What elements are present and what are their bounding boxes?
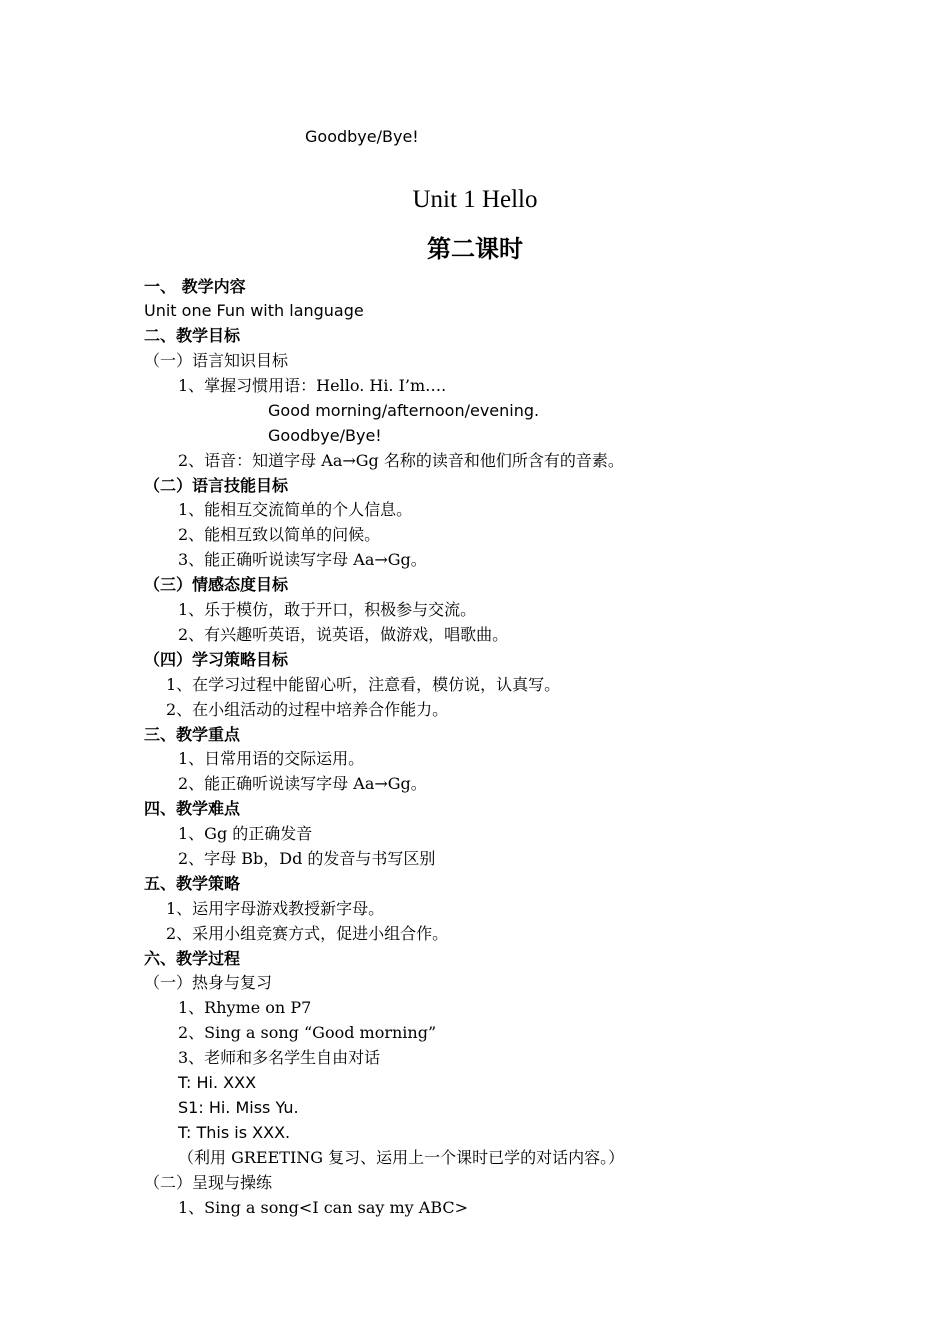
- list-item: 3、老师和多名学生自由对话: [178, 1048, 381, 1067]
- list-item: 2、采用小组竞赛方式，促进小组合作。: [166, 924, 449, 943]
- section-heading: 二、教学目标: [144, 326, 241, 345]
- section-heading: 三、教学重点: [144, 725, 241, 744]
- list-item: 1、在学习过程中能留心听，注意看，模仿说，认真写。: [166, 675, 561, 694]
- list-item: 1、Sing a song<I can say my ABC>: [178, 1198, 469, 1217]
- section-heading: 五、教学策略: [144, 874, 241, 893]
- subsection-heading: （一）热身与复习: [144, 973, 273, 992]
- list-item: 1、日常用语的交际运用。: [178, 749, 365, 768]
- document-title: Unit 1 Hello: [412, 186, 538, 213]
- list-item: 2、能相互致以简单的问候。: [178, 525, 381, 544]
- section-heading: 六、教学过程: [144, 949, 241, 968]
- subsection-heading: （二）呈现与操练: [144, 1173, 273, 1192]
- list-item: 2、能正确听说读写字母 Aa→Gg。: [178, 774, 427, 793]
- list-item: 1、乐于模仿，敢于开口，积极参与交流。: [178, 600, 477, 619]
- subsection-heading: （二）语言技能目标: [144, 476, 289, 495]
- list-item: 2、语音：知道字母 Aa→Gg 名称的读音和他们所含有的音素。: [178, 451, 624, 470]
- document-subtitle: 第二课时: [427, 234, 523, 263]
- list-item: 3、能正确听说读写字母 Aa→Gg。: [178, 550, 427, 569]
- note-line: （利用 GREETING 复习、运用上一个课时已学的对话内容。）: [178, 1148, 625, 1167]
- list-item: 2、字母 Bb，Dd 的发音与书写区别: [178, 849, 436, 868]
- dialogue-line: T: Hi. XXX: [178, 1073, 257, 1092]
- list-item: 1、能相互交流简单的个人信息。: [178, 500, 413, 519]
- body-line: Good morning/afternoon/evening.: [268, 401, 540, 420]
- section-heading: 一、 教学内容: [144, 277, 246, 296]
- dialogue-line: S1: Hi. Miss Yu.: [178, 1098, 299, 1117]
- section-heading: 四、教学难点: [144, 799, 241, 818]
- list-item: 2、Sing a song “Good morning”: [178, 1023, 437, 1042]
- body-line: Goodbye/Bye!: [268, 426, 382, 445]
- list-item: 1、Rhyme on P7: [178, 998, 312, 1017]
- subsection-heading: （四）学习策略目标: [144, 650, 289, 669]
- header-fragment: Goodbye/Bye!: [305, 127, 419, 146]
- list-item: 1、运用字母游戏教授新字母。: [166, 899, 385, 918]
- list-item: 2、有兴趣听英语，说英语，做游戏，唱歌曲。: [178, 625, 509, 644]
- subsection-heading: （一）语言知识目标: [144, 351, 289, 370]
- list-item: 1、Gg 的正确发音: [178, 824, 313, 843]
- subsection-heading: （三）情感态度目标: [144, 575, 289, 594]
- body-line: Unit one Fun with language: [144, 301, 364, 320]
- list-item: 2、在小组活动的过程中培养合作能力。: [166, 700, 449, 719]
- list-item: 1、掌握习惯用语：Hello. Hi. I’m….: [178, 376, 447, 395]
- dialogue-line: T: This is XXX.: [178, 1123, 291, 1142]
